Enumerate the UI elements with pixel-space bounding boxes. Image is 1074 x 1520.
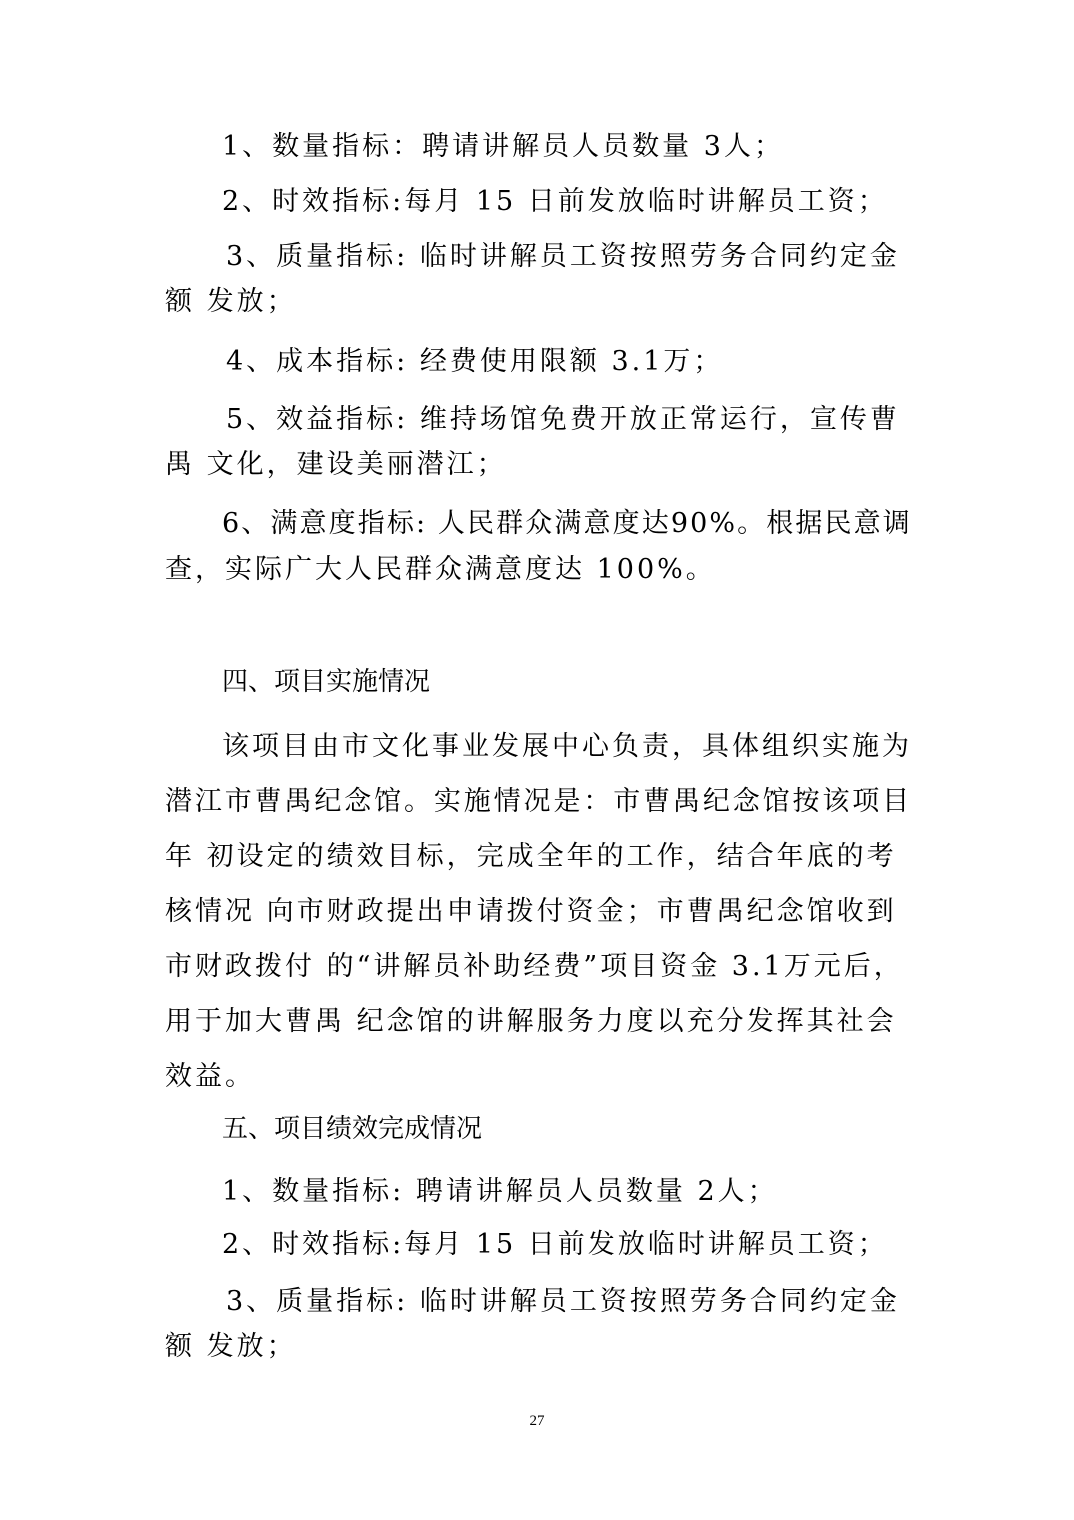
target-satisfaction-item-cont: 查，实际广大人民群众满意度达 100%。 <box>165 554 716 585</box>
target-benefit-item-cont: 禺 文化，建设美丽潜江； <box>165 449 507 480</box>
implementation-paragraph-line: 核情况 向市财政提出申请拨付资金；市曹禺纪念馆收到 <box>165 896 897 927</box>
performance-quality-item-cont: 额 发放； <box>165 1331 297 1362</box>
page-number: 27 <box>529 1413 545 1429</box>
target-cost-item: 4、成本指标: 经费使用限额 3.1万； <box>226 346 724 377</box>
implementation-paragraph-line: 潜江市曹禺纪念馆。实施情况是：市曹禺纪念馆按该项目 <box>165 786 912 817</box>
performance-quantity-item: 1、数量指标: 聘请讲解员人员数量 2人； <box>222 1176 778 1207</box>
implementation-paragraph-line: 用于加大曹禺 纪念馆的讲解服务力度以充分发挥其社会 <box>165 1006 897 1037</box>
implementation-paragraph-line: 年 初设定的绩效目标，完成全年的工作，结合年底的考 <box>165 841 897 872</box>
target-timeliness-item: 2、时效指标:每月 15 日前发放临时讲解员工资； <box>222 186 888 217</box>
target-quantity-item: 1、数量指标：聘请讲解员人员数量 3人； <box>222 131 784 162</box>
implementation-paragraph-line: 效益。 <box>165 1061 255 1092</box>
implementation-paragraph-line: 该项目由市文化事业发展中心负责，具体组织实施为 <box>222 731 912 762</box>
performance-timeliness-item: 2、时效指标:每月 15 日前发放临时讲解员工资； <box>222 1229 888 1260</box>
implementation-paragraph-line: 市财政拨付 的“讲解员补助经费”项目资金 3.1万元后， <box>165 951 904 982</box>
performance-quality-item: 3、质量指标: 临时讲解员工资按照劳务合同约定金 <box>226 1286 900 1317</box>
section-heading-implementation: 四、项目实施情况 <box>222 667 431 697</box>
section-heading-performance: 五、项目绩效完成情况 <box>222 1114 483 1144</box>
target-benefit-item: 5、效益指标: 维持场馆免费开放正常运行，宣传曹 <box>226 404 900 435</box>
target-quality-item-cont: 额 发放； <box>165 286 297 317</box>
target-satisfaction-item: 6、满意度指标: 人民群众满意度达90%。根据民意调 <box>222 508 912 539</box>
target-quality-item: 3、质量指标: 临时讲解员工资按照劳务合同约定金 <box>226 241 900 272</box>
